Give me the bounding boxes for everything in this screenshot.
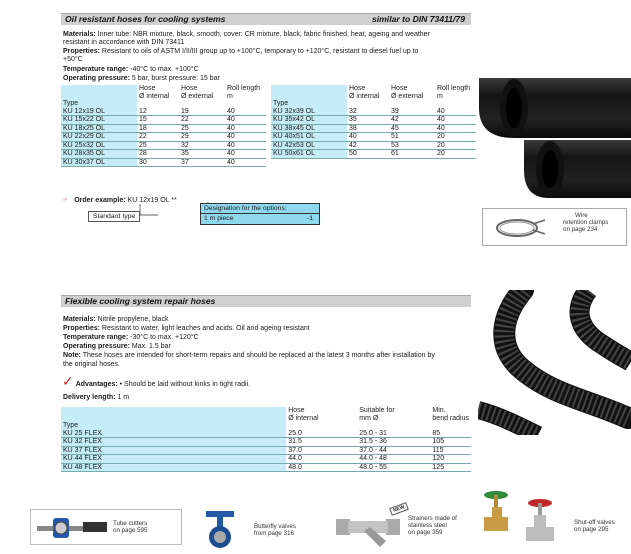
value-cell: 28 [137, 150, 179, 159]
footer-strip [30, 505, 626, 549]
s2-note-2: the original hoses. [63, 361, 120, 368]
table-row [61, 133, 266, 142]
s1-temperature: Temperature range: -40°C to max. +100°C [63, 66, 199, 73]
value-cell: 15 [137, 116, 179, 125]
value-cell: 40 [225, 108, 266, 116]
value-cell: 85 [430, 430, 471, 438]
s1-properties-2: +50°C [63, 56, 83, 63]
table-row [61, 116, 266, 125]
s2-materials: Materials: Nitrile propylene, black [63, 316, 169, 323]
table-row [61, 446, 471, 455]
shutoff-valve-icon [478, 487, 568, 549]
type-cell: KU 22x29 OL [61, 133, 137, 142]
table-row [61, 141, 266, 150]
value-cell: 51 [389, 133, 435, 142]
value-cell: 20 [435, 141, 476, 150]
value-cell: 20 [435, 150, 476, 159]
value-cell: 42 [389, 116, 435, 125]
value-cell: 40 [435, 116, 476, 125]
type-cell: KU 25 FLEX [61, 430, 286, 438]
wire-clamp-inset: Wire retention clamps on page 234 [482, 208, 627, 246]
value-cell: 25 [179, 124, 225, 133]
tube-cutter-icon [33, 512, 113, 542]
value-cell: 48.0 - 55 [357, 463, 430, 472]
type-cell: KU 12x19 OL [61, 108, 137, 116]
type-cell: KU 40x51 OL [271, 133, 347, 142]
value-cell: 25 [137, 141, 179, 150]
oil-hose-photo [474, 78, 631, 210]
value-cell: 44.0 - 48 [357, 455, 430, 464]
type-cell: KU 32x39 OL [271, 108, 347, 116]
value-cell: 125 [430, 463, 471, 472]
s2-note: Note: These hoses are intended for short-term repairs and should be replaced at the latest 3 months after installation by [63, 352, 435, 359]
s2-temperature: Temperature range: -30°C to max. +120°C [63, 334, 199, 341]
value-cell: 39 [389, 108, 435, 116]
value-cell: 40 [225, 133, 266, 142]
value-cell: 40 [225, 141, 266, 150]
value-cell: 40 [225, 158, 266, 167]
value-cell: 42 [347, 141, 389, 150]
value-cell: 105 [430, 438, 471, 447]
type-cell: KU 25x32 OL [61, 141, 137, 150]
value-cell: 120 [430, 455, 471, 464]
s1-table-left: Hose Hose Roll length Ø internal Ø external m Type KU 12x19 OL 12 19 40 KU 15x22 OL 15 22 40 KU 18x25 OL 18 25 40 KU 22x29 OL 22 29 40 KU 25x32 OL 25 32 40 KU 28x35 OL 28 35 40 KU 30x37 OL 30 37 40 [61, 85, 266, 167]
s2-table: Hose Suitable for Min. Ø internal mm Ø bend radius Type KU 25 FLEX 25.0 25.0 - 31 85 KU 32 FLEX 31.5 31.5 - 36 105 KU 37 FLEX 37.0 37.0 - 44 115 KU 44 FLEX 44.0 44.0 - 48 120 KU 48 FLEX 48.0 48.0 - 55 125 [63, 407, 469, 471]
value-cell: 32 [347, 108, 389, 116]
type-cell: KU 15x22 OL [61, 116, 137, 125]
value-cell: 22 [179, 116, 225, 125]
value-cell: 40 [225, 124, 266, 133]
value-cell: 20 [435, 133, 476, 142]
value-cell: 45 [389, 124, 435, 133]
order-example: ☞ Order example: KU 12x19 OL ** [62, 197, 177, 204]
type-cell: KU 37 FLEX [61, 446, 286, 455]
s1-properties: Properties: Resistant to oils of ASTM I/II/III group up to +100°C, temporary to +120°C, resistant to diesel fuel up to [63, 48, 419, 55]
footer-shutoff-valves[interactable]: Shut-off valves on page 295 [478, 487, 626, 549]
table-row [271, 116, 476, 125]
type-cell: KU 28x35 OL [61, 150, 137, 159]
type-cell: KU 38x45 OL [271, 124, 347, 133]
value-cell: 25.0 - 31 [357, 430, 430, 438]
table-row [61, 430, 471, 438]
standard-type-label: Standard type [88, 211, 140, 222]
value-cell: 37.0 [286, 446, 357, 455]
value-cell: 18 [137, 124, 179, 133]
section1-standard: similar to DIN 73411/79 [372, 14, 465, 24]
table-row [61, 124, 266, 133]
table-row [271, 141, 476, 150]
section2-title-band [61, 295, 471, 307]
s1-pressure: Operating pressure: 5 bar, burst pressure: 15 bar [63, 75, 220, 82]
designation-box: Designation for the options: 1 m piece -1 [200, 203, 320, 225]
value-cell: 40 [225, 116, 266, 125]
value-cell: 19 [179, 108, 225, 116]
section2-title: Flexible cooling system repair hoses [65, 296, 216, 306]
value-cell: 31.5 [286, 438, 357, 447]
value-cell: 35 [347, 116, 389, 125]
value-cell: 22 [137, 133, 179, 142]
table-row [271, 124, 476, 133]
value-cell: 115 [430, 446, 471, 455]
type-cell: KU 30x37 OL [61, 158, 137, 167]
wire-clamp-icon [489, 212, 549, 242]
value-cell: 44.0 [286, 455, 357, 464]
value-cell: 40 [347, 133, 389, 142]
table-row [61, 158, 266, 167]
s1-materials-2: resistant in accordance with DIN 73411 [63, 39, 185, 46]
footer-butterfly-valves[interactable]: Butterfly valves from page 316 [198, 505, 338, 549]
value-cell: 32 [179, 141, 225, 150]
type-cell: KU 32 FLEX [61, 438, 286, 447]
value-cell: 35 [179, 150, 225, 159]
value-cell: 40 [225, 150, 266, 159]
s1-materials: Materials: Inner tube: NBR mixture, black, smooth, cover: CR mixture, black, fabric finished, heat, ageing and weather [63, 31, 430, 38]
table-row [271, 108, 476, 116]
value-cell: 61 [389, 150, 435, 159]
section1-title: Oil resistant hoses for cooling systems [65, 14, 226, 24]
table-row [61, 150, 266, 159]
value-cell: 12 [137, 108, 179, 116]
type-cell: KU 50x61 OL [271, 150, 347, 159]
footer-strainers[interactable]: NEW Strainers made of stainless steel on page 359 [332, 505, 482, 549]
value-cell: 29 [179, 133, 225, 142]
value-cell: 31.5 - 36 [357, 438, 430, 447]
butterfly-valve-icon [200, 505, 240, 549]
hand-pointer-icon: ☞ [62, 197, 69, 204]
table-row [271, 150, 476, 159]
section1-title-band [61, 13, 471, 25]
table-row [61, 455, 471, 464]
value-cell: 40 [435, 108, 476, 116]
s2-properties: Properties: Resistant to water, light leaches and acids. Oil and ageing resistant [63, 325, 310, 332]
new-badge: NEW [389, 502, 408, 516]
type-cell: KU 35x42 OL [271, 116, 347, 125]
s1-table-right: Hose Hose Roll length Ø internal Ø external m Type KU 32x39 OL 32 39 40 KU 35x42 OL 35 42 40 KU 38x45 OL 38 45 40 KU 40x51 OL 40 51 20 KU 42x53 OL 42 53 20 KU 50x61 OL 50 61 20 [271, 85, 476, 159]
checkmark-icon: ✓ [62, 373, 74, 389]
value-cell: 50 [347, 150, 389, 159]
s2-pressure: Operating pressure: Max. 1.5 bar [63, 343, 171, 350]
value-cell: 38 [347, 124, 389, 133]
value-cell: 48.0 [286, 463, 357, 472]
type-cell: KU 48 FLEX [61, 463, 286, 472]
value-cell: 37.0 - 44 [357, 446, 430, 455]
type-cell: KU 42x53 OL [271, 141, 347, 150]
value-cell: 25.0 [286, 430, 357, 438]
table-row [61, 438, 471, 447]
value-cell: 37 [179, 158, 225, 167]
table-row [61, 108, 266, 116]
table-row [271, 133, 476, 142]
value-cell: 40 [435, 124, 476, 133]
flex-hose-photo [478, 290, 631, 435]
s2-advantages: ✓ Advantages: • Should be laid without kinks in tight radii. [62, 373, 251, 389]
value-cell: 53 [389, 141, 435, 150]
type-cell: KU 44 FLEX [61, 455, 286, 464]
type-cell: KU 18x25 OL [61, 124, 137, 133]
footer-tube-cutters[interactable]: Tube cutters on page 595 [30, 509, 182, 545]
table-row [61, 463, 471, 472]
value-cell: 30 [137, 158, 179, 167]
s2-delivery: Delivery length: 1 m [63, 394, 130, 401]
